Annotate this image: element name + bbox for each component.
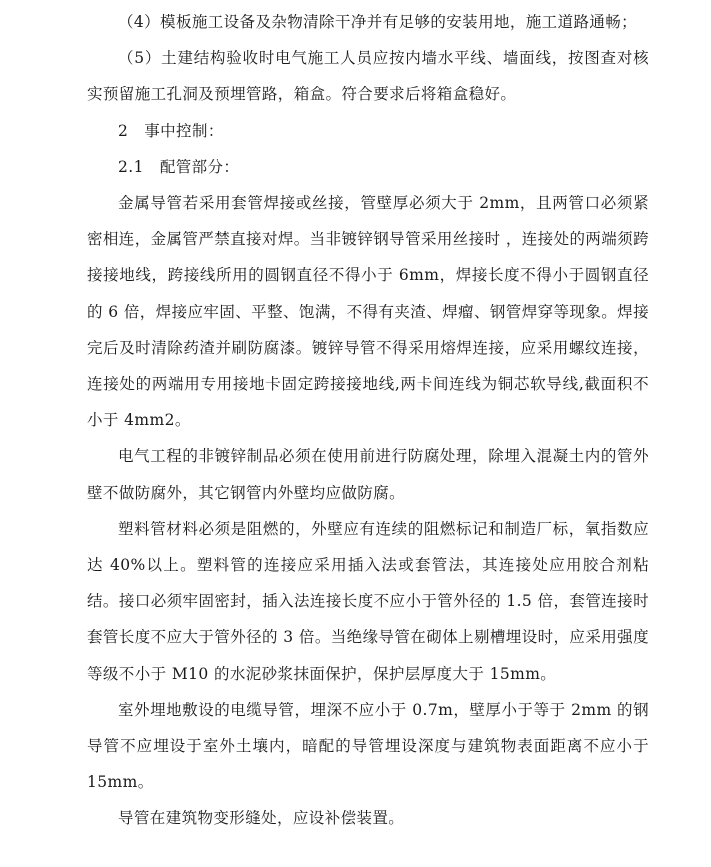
paragraph-outdoor-conduit: 室外埋地敷设的电缆导管，埋深不应小于 0.7m，壁厚小于等于 2mm 的钢导管不应埋设于室外土壤内，暗配的导管埋设深度与建筑物表面距离不应小于 15mm。 [87,700,649,792]
subsection-heading-2-1: 2.1 配管部分： [118,157,240,176]
paragraph-anticorrosion: 电气工程的非镀锌制品必须在使用前进行防腐处理，除埋入混凝土内的管外壁不做防腐外，其它钢管内外壁均应做防腐。 [87,447,649,502]
paragraph-item-4: （4）模板施工设备及杂物清除干净并有足够的安装用地，施工道路通畅； [118,13,638,31]
paragraph-expansion-joint: 导管在建筑物变形缝处，应设补偿装置。 [118,809,405,828]
paragraph-item-5: （5）土建结构验收时电气施工人员应按内墙水平线、墙面线，按图查对核实预留施工孔洞及预埋管路，箱盒。符合要求后将箱盒稳好。 [87,49,649,104]
paragraph-metal-conduit: 金属导管若采用套管焊接或丝接，管壁厚必须大于 2mm，且两管口必须紧密相连，金属管严禁直接对焊。当非镀锌钢导管采用丝接时 ，连接处的两端须跨接接地线，跨接线所用的圆钢直径不得小于 6mm，焊接长度不得小于圆钢直径的 6 倍，焊接应牢固、平整、饱满，不得有夹渣、焊瘤、钢管焊穿等现象。焊接完后及时清除药渣并刷防腐漆。镀锌导管不得采用熔焊连接，应采用螺纹连接，连接处的两端用专用接地卡固定跨接接地线,两卡间连线为铜芯软导线,截面积不小于 4mm2。 [87,194,649,430]
section-heading-2: 2 事中控制： [118,121,224,140]
paragraph-plastic-conduit: 塑料管材料必须是阻燃的，外壁应有连续的阻燃标记和制造厂标，氧指数应达 40%以上。塑料管的连接应采用插入法或套管法，其连接处应用胶合剂粘结。接口必须牢固密封，插入法连接长度不应小于管外径的 1.5 倍，套管连接时套管长度不应大于管外径的 3 倍。当绝缘导管在砌体上剔槽埋设时，应采用强度等级不小于 M10 的水泥砂浆抹面保护，保护层厚度大于 15mm。 [87,519,649,683]
